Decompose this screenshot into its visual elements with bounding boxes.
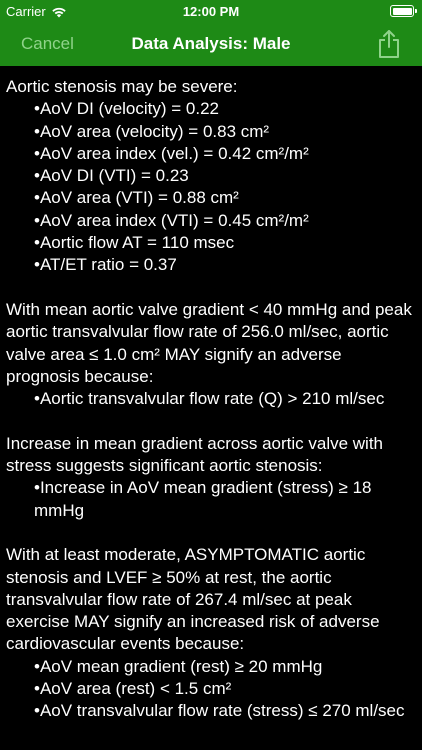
bullet-item xyxy=(6,254,416,276)
bullet-text: Aortic flow AT = 110 msec xyxy=(39,233,235,253)
cancel-button[interactable]: Cancel xyxy=(21,34,74,53)
bullet-text: AoV DI (VTI) = 0.23 xyxy=(39,166,189,186)
bullet-icon: • xyxy=(34,389,40,409)
bullet-icon: • xyxy=(34,121,40,141)
bullet-icon: • xyxy=(34,143,40,163)
battery-icon xyxy=(390,5,414,17)
section-text: With mean aortic valve gradient < 40 mmHg and peak aortic transvalvular flow rate of 256.0 ml/sec, aortic valve area ≤ 1.0 cm² MAY signify an adverse prognosis because: xyxy=(6,299,412,386)
analysis-section xyxy=(6,76,416,277)
bullet-icon: • xyxy=(34,656,40,676)
share-icon[interactable] xyxy=(376,29,402,59)
bullet-icon: • xyxy=(34,188,40,208)
bullet-text: AoV area (VTI) = 0.88 cm² xyxy=(39,188,239,208)
bullet-item xyxy=(6,678,416,700)
carrier-label: Carrier xyxy=(6,4,46,19)
bullet-text: Aortic transvalvular flow rate (Q) > 210 ml/sec xyxy=(39,389,385,409)
analysis-content[interactable] xyxy=(0,66,422,750)
section-text: Aortic stenosis may be severe: xyxy=(6,77,238,96)
bullet-text: Increase in AoV mean gradient (stress) ≥ 18 mmHg xyxy=(34,478,372,520)
bullet-icon: • xyxy=(34,679,40,699)
bullet-item xyxy=(6,656,416,678)
page-title: Data Analysis: Male xyxy=(131,34,291,53)
bullet-icon: • xyxy=(34,701,40,721)
bullet-item xyxy=(6,210,416,232)
bullet-icon: • xyxy=(34,233,40,253)
bullet-item xyxy=(6,143,416,165)
status-time: 12:00 PM xyxy=(182,4,240,19)
bullet-icon: • xyxy=(34,99,40,119)
bullet-text: AoV area index (VTI) = 0.45 cm²/m² xyxy=(39,210,309,230)
bullet-icon: • xyxy=(34,255,40,275)
bullet-text: AoV DI (velocity) = 0.22 xyxy=(39,99,220,119)
bullet-item xyxy=(6,700,416,722)
bullet-text: AoV area (rest) < 1.5 cm² xyxy=(39,679,232,699)
bullet-text: AoV area index (vel.) = 0.42 cm²/m² xyxy=(39,143,309,163)
bullet-text: AoV transvalvular flow rate (stress) ≤ 270 ml/sec xyxy=(39,701,405,721)
analysis-section xyxy=(6,433,416,522)
section-text: With at least moderate, ASYMPTOMATIC aortic stenosis and LVEF ≥ 50% at rest, the aortic transvalvular flow rate of 267.4 ml/sec at peak exercise MAY signify an increased risk of adverse cardiovascular events because: xyxy=(6,545,380,654)
bullet-item xyxy=(6,98,416,120)
analysis-section xyxy=(6,299,416,410)
bullet-text: AoV mean gradient (rest) ≥ 20 mmHg xyxy=(39,656,323,676)
bullet-icon: • xyxy=(34,210,40,230)
status-bar xyxy=(0,0,422,24)
analysis-section xyxy=(6,544,416,722)
bullet-item xyxy=(6,477,416,522)
section-text: Increase in mean gradient across aortic valve with stress suggests significant aortic stenosis: xyxy=(6,433,384,476)
bullet-icon: • xyxy=(34,166,40,186)
bullet-item xyxy=(6,232,416,254)
bullet-item xyxy=(6,388,416,410)
bullet-item xyxy=(6,187,416,209)
bullet-item xyxy=(6,165,416,187)
analysis-sections xyxy=(0,66,422,723)
bullet-icon: • xyxy=(34,478,40,498)
navigation-bar xyxy=(0,24,422,66)
bullet-text: AT/ET ratio = 0.37 xyxy=(39,255,177,275)
bullet-item xyxy=(6,121,416,143)
bullet-text: AoV area (velocity) = 0.83 cm² xyxy=(39,121,270,141)
